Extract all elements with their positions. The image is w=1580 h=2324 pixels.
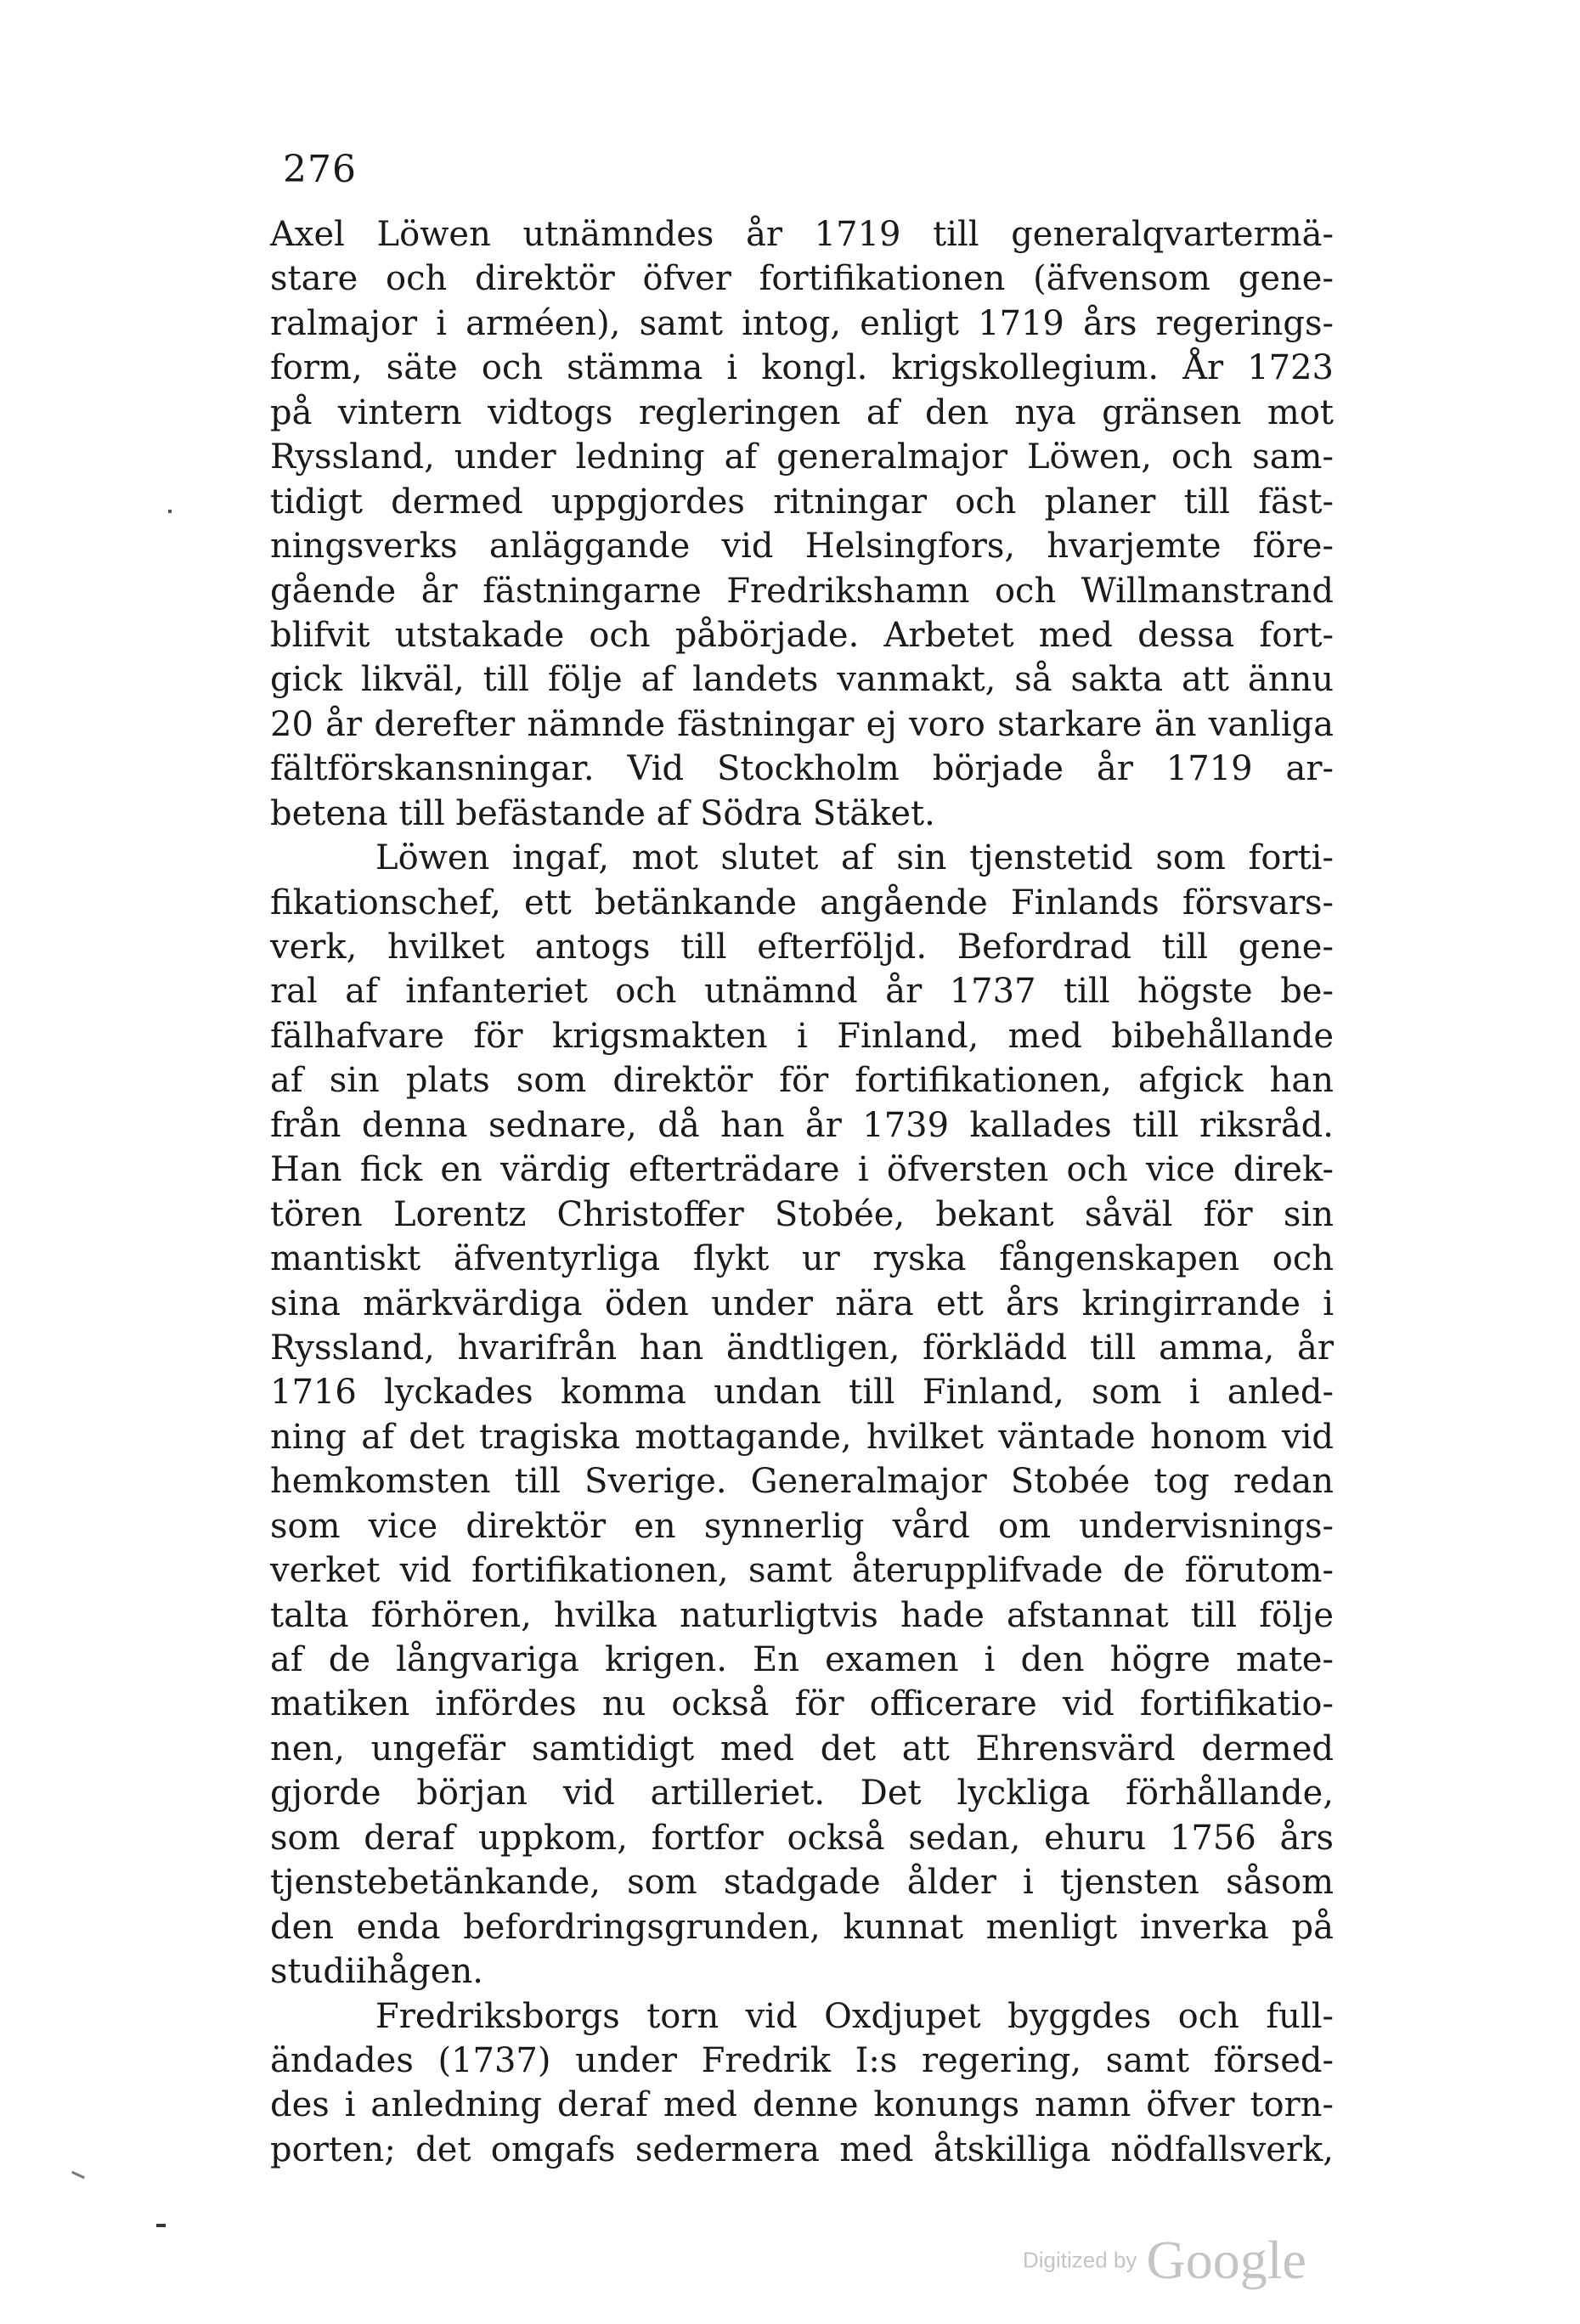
body-text bbox=[270, 212, 1334, 2172]
text-line: som deraf uppkom, fortfor också sedan, ehuru 1756 års bbox=[270, 1818, 1334, 1858]
text-line: verk, hvilket antogs till efterföljd. Befordrad till gene- bbox=[270, 928, 1334, 967]
text-line: den enda befordringsgrunden, kunnat menligt inverka på bbox=[270, 1907, 1334, 1947]
ink-speck bbox=[71, 2171, 85, 2179]
text-line: Fredriksborgs torn vid Oxdjupet byggdes och full- bbox=[375, 1996, 1334, 2036]
text-line: porten; det omgafs sedermera med åtskilliga nödfallsverk, bbox=[270, 2129, 1334, 2169]
text-line: studiihågen. bbox=[270, 1952, 483, 1992]
text-line: Ryssland, hvarifrån han ändtligen, förklädd till amma, år bbox=[270, 1328, 1334, 1368]
text-line: verket vid fortifikationen, samt återupplifvade de förutom- bbox=[270, 1551, 1334, 1591]
text-line: som vice direktör en synnerlig vård om undervisnings- bbox=[270, 1506, 1334, 1546]
text-line: talta förhören, hvilka naturligtvis hade afstannat till följe bbox=[270, 1595, 1334, 1635]
text-line: från denna sednare, då han år 1739 kallades till riksråd. bbox=[270, 1105, 1334, 1145]
watermark-brand: Google bbox=[1146, 2230, 1306, 2290]
text-line: Ryssland, under ledning af generalmajor Löwen, och sam- bbox=[270, 437, 1334, 477]
text-line: betena till befästande af Södra Stäket. bbox=[270, 793, 935, 833]
ink-speck bbox=[156, 2224, 166, 2227]
text-line: ral af infanteriet och utnämnd år 1737 till högste be- bbox=[270, 972, 1334, 1012]
watermark-prefix: Digitized by bbox=[1023, 2247, 1137, 2273]
text-line: nen, ungefär samtidigt med det att Ehrensvärd dermed bbox=[270, 1729, 1334, 1768]
text-line: ändades (1737) under Fredrik I:s regering, samt försed- bbox=[270, 2040, 1334, 2080]
text-line: mantiskt äfventyrliga flykt ur ryska fångenskapen och bbox=[270, 1239, 1334, 1279]
text-line: fikationschef, ett betänkande angående Finlands försvars- bbox=[270, 883, 1334, 922]
text-line: 1716 lyckades komma undan till Finland, som i anled- bbox=[270, 1373, 1334, 1413]
text-line: matiken infördes nu också för officerare vid fortifikatio- bbox=[270, 1684, 1334, 1724]
digitized-watermark bbox=[1023, 2229, 1306, 2292]
text-line: stare och direktör öfver fortifikationen (äfvensom gene- bbox=[270, 259, 1334, 299]
text-line: hemkomsten till Sverige. Generalmajor Stobée tog redan bbox=[270, 1462, 1334, 1502]
page-number: 276 bbox=[283, 148, 357, 191]
text-line: blifvit utstakade och påbörjade. Arbetet med dessa fort- bbox=[270, 615, 1334, 655]
text-line: sina märkvärdiga öden under nära ett års kringirrande i bbox=[270, 1283, 1334, 1323]
text-line: gick likväl, till följe af landets vanmakt, så sakta att ännu bbox=[270, 660, 1334, 700]
text-line: fälhafvare för krigsmakten i Finland, med bibehållande bbox=[270, 1016, 1334, 1056]
text-line: des i anledning deraf med denne konungs namn öfver torn- bbox=[270, 2085, 1334, 2125]
text-line: ningsverks anläggande vid Helsingfors, hvarjemte före- bbox=[270, 527, 1334, 567]
ink-speck bbox=[168, 510, 172, 513]
text-line: ralmajor i arméen), samt intog, enligt 1719 års regerings- bbox=[270, 303, 1334, 343]
text-line: gjorde början vid artilleriet. Det lyckliga förhållande, bbox=[270, 1774, 1334, 1814]
text-line: fältförskansningar. Vid Stockholm började år 1719 ar- bbox=[270, 749, 1334, 789]
text-line: tidigt dermed uppgjordes ritningar och planer till fäst- bbox=[270, 482, 1334, 522]
text-line: af sin plats som direktör för fortifikationen, afgick han bbox=[270, 1061, 1334, 1101]
text-line: gående år fästningarne Fredrikshamn och Willmanstrand bbox=[270, 571, 1334, 611]
text-line: tjenstebetänkande, som stadgade ålder i tjensten såsom bbox=[270, 1863, 1334, 1903]
text-line: på vintern vidtogs regleringen af den nya gränsen mot bbox=[270, 392, 1334, 432]
text-line: tören Lorentz Christoffer Stobée, bekant såväl för sin bbox=[270, 1194, 1334, 1234]
text-line: Han fick en värdig efterträdare i öfversten och vice direk- bbox=[270, 1150, 1334, 1190]
text-line: 20 år derefter nämnde fästningar ej voro starkare än vanliga bbox=[270, 704, 1334, 744]
text-line: ning af det tragiska mottagande, hvilket väntade honom vid bbox=[270, 1417, 1334, 1457]
text-line: form, säte och stämma i kongl. krigskollegium. År 1723 bbox=[270, 348, 1334, 388]
text-line: af de långvariga krigen. En examen i den högre mate- bbox=[270, 1640, 1334, 1679]
text-line: Axel Löwen utnämndes år 1719 till generalqvartermä- bbox=[270, 215, 1334, 254]
text-line: Löwen ingaf, mot slutet af sin tjenstetid som forti- bbox=[375, 838, 1334, 878]
